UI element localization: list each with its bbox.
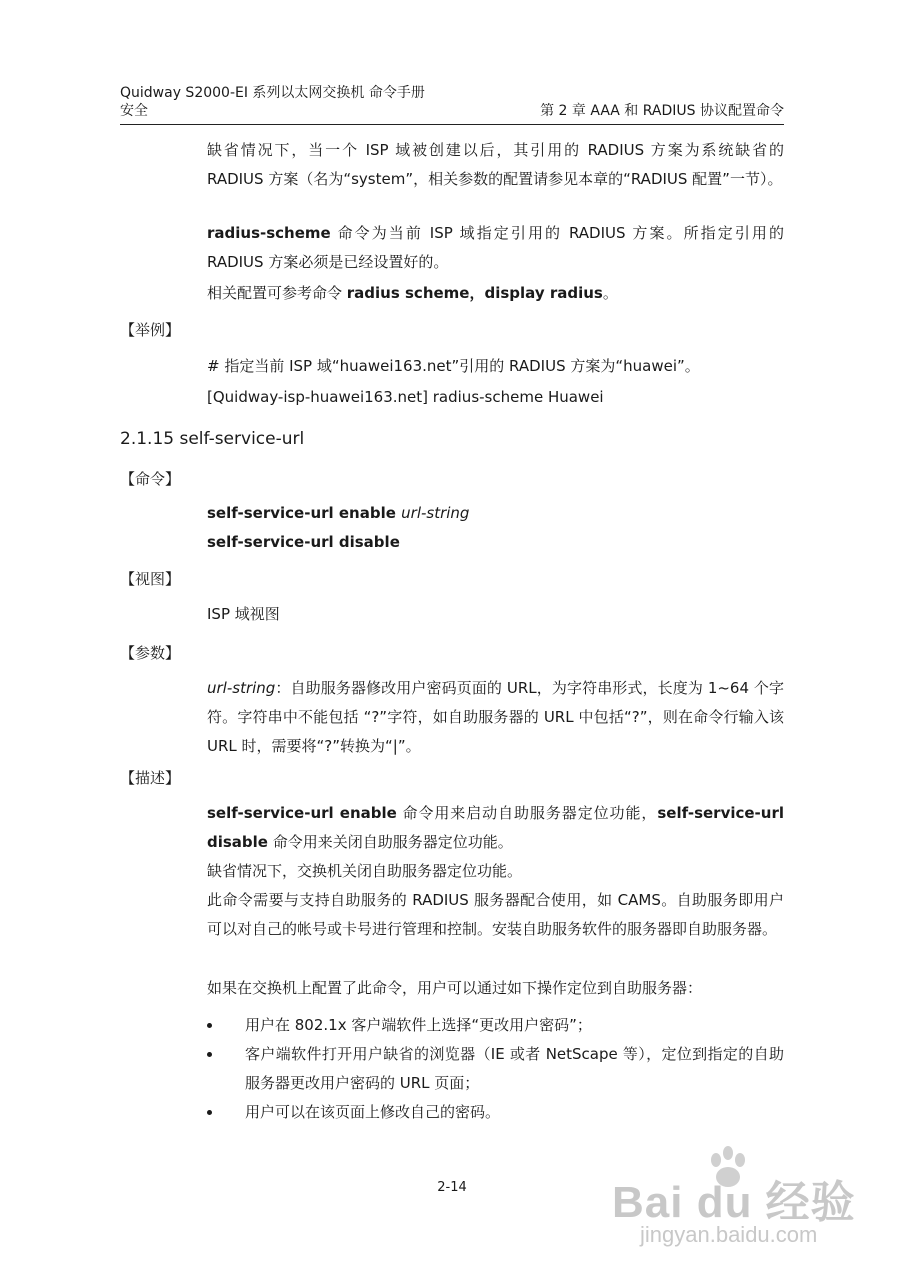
command-syntax-disable: self-service-url disable bbox=[207, 533, 400, 551]
watermark-url: jingyan.baidu.com bbox=[640, 1222, 818, 1247]
list-item: 用户可以在该页面上修改自己的密码。 bbox=[207, 1098, 784, 1127]
bullet-icon bbox=[207, 1052, 212, 1057]
cmd-display-radius-ref: display radius bbox=[484, 284, 603, 302]
cmd-radius-scheme: radius-scheme bbox=[207, 224, 331, 242]
watermark bbox=[600, 1140, 880, 1260]
description-default: 缺省情况下，交换机关闭自助服务器定位功能。 bbox=[207, 862, 523, 880]
header-category: 安全 bbox=[120, 103, 148, 119]
paragraph-default-scheme: 缺省情况下，当一个 ISP 域被创建以后，其引用的 RADIUS 方案为系统缺省的 RADIUS 方案（名为“system”，相关参数的配置请参见本章的“RADIUS 配置”一节）。 bbox=[207, 141, 784, 188]
description-operations-intro: 如果在交换机上配置了此命令，用户可以通过如下操作定位到自助服务器： bbox=[207, 979, 703, 997]
header-manual-title: Quidway S2000-EI 系列以太网交换机 命令手册 bbox=[120, 85, 425, 101]
list-item: 客户端软件打开用户缺省的浏览器（IE 或者 NetScape 等），定位到指定的自助服务器更改用户密码的 URL 页面； bbox=[207, 1040, 784, 1098]
paragraph-related-config: 相关配置可参考命令 radius scheme，display radius。 bbox=[207, 284, 618, 302]
cmd-radius-scheme-ref: radius scheme bbox=[346, 284, 470, 302]
command-syntax-enable: self-service-url enable url-string bbox=[207, 504, 470, 522]
page-number: 2-14 bbox=[437, 1180, 467, 1195]
example-comment: # 指定当前 ISP 域“huawei163.net”引用的 RADIUS 方案为“huawei”。 bbox=[207, 357, 700, 375]
watermark-brand: Bai du 经验 bbox=[612, 1178, 856, 1227]
paragraph-radius-scheme: radius-scheme 命令为当前 ISP 域指定引用的 RADIUS 方案。所指定引用的 RADIUS 方案必须是已经设置好的。 bbox=[207, 224, 784, 271]
heading-view: 【视图】 bbox=[120, 570, 181, 588]
section-title: 2.1.15 self-service-url bbox=[120, 429, 305, 449]
view-text: ISP 域视图 bbox=[207, 605, 280, 623]
header-chapter: 第 2 章 AAA 和 RADIUS 协议配置命令 bbox=[540, 103, 784, 119]
heading-parameters: 【参数】 bbox=[120, 644, 181, 662]
parameter-url-string: url-string：自助服务器修改用户密码页面的 URL，为字符串形式，长度为 1~64 个字符。字符串中不能包括 “?”字符，如自助服务器的 URL 中包括“?”，则在命令行输入该 URL 时，需要将“?”转换为“|”。 bbox=[207, 679, 784, 755]
heading-command: 【命令】 bbox=[120, 470, 181, 488]
heading-description: 【描述】 bbox=[120, 769, 181, 787]
heading-example: 【举例】 bbox=[120, 321, 181, 339]
page-header bbox=[120, 84, 784, 120]
example-command: [Quidway-isp-huawei163.net] radius-scheme Huawei bbox=[207, 388, 604, 406]
bullet-icon bbox=[207, 1110, 212, 1115]
bullet-icon bbox=[207, 1023, 212, 1028]
list-item: 用户在 802.1x 客户端软件上选择“更改用户密码”； bbox=[207, 1011, 784, 1040]
description-enable-disable: self-service-url enable 命令用来启动自助服务器定位功能，self-service-url disable 命令用来关闭自助服务器定位功能。 bbox=[207, 804, 785, 851]
description-cams: 此命令需要与支持自助服务的 RADIUS 服务器配合使用，如 CAMS。自助服务即用户可以对自己的帐号或卡号进行管理和控制。安装自助服务软件的服务器即自助服务器。 bbox=[207, 891, 784, 938]
header-divider bbox=[120, 124, 784, 125]
